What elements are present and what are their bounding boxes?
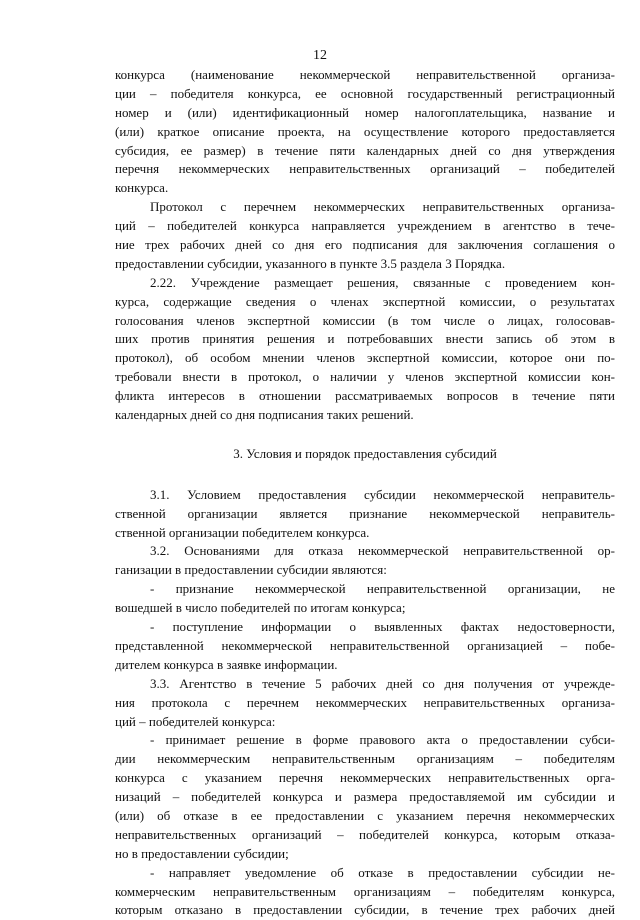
text-line: низаций – победителей конкурса и размера предоставляемой им субсидии и [115,789,615,805]
text-line: ния протокола с перечнем некоммерческих неправительственных организа- [115,694,615,710]
text-line: курса, содержащие сведения о членах экспертной комиссии, о результатах [115,293,615,309]
text-line: вошедшей в число победителей по итогам конкурса; [115,600,406,616]
text-block-top [115,66,615,425]
text-line: протокол), об особом мнении членов экспертной комиссии, которое они по- [115,350,615,366]
text-line: 3.1. Условием предоставления субсидии некоммерческой неправитель- [150,486,615,502]
text-line: дителем конкурса в заявке информации. [115,656,338,672]
text-line: (или) краткое описание проекта, на осуществление которого предоставляется [115,123,615,139]
text-block-section-3 [115,486,615,920]
text-line: Протокол с перечнем некоммерческих неправительственных организа- [150,199,615,215]
text-line: - принимает решение в форме правового акта о предоставлении субси- [150,732,615,748]
text-line: ственной организации победителем конкурса. [115,524,370,540]
text-line: номер и (или) идентификационный номер налогоплательщика, название и [115,104,615,120]
text-line: конкурса. [115,180,169,196]
text-line: ции – победителя конкурса, ее основной государственный регистрационный [115,85,615,101]
text-line: (или) об отказе в ее предоставлении с указанием перечня некоммерческих [115,807,615,823]
text-line: ганизации в предоставлении субсидии являются: [115,562,387,578]
text-line: - направляет уведомление об отказе в предоставлении субсидии не- [150,864,615,880]
text-line: представленной некоммерческой неправительственной организацией – побе- [115,637,615,653]
text-line: коммерческим неправительственным организациям – победителям конкурса, [115,883,615,899]
text-line: ственной организации является признание некоммерческой неправитель- [115,505,615,521]
text-line: ций – победителей конкурса: [115,713,276,729]
text-line: календарных дней со дня подписания таких решений. [115,407,414,423]
text-line: голосования членов экспертной комиссии (в том числе о лицах, голосовав- [115,312,615,328]
text-line: фликта интересов в отношении рассматриваемых вопросов в течение пяти [115,388,615,404]
text-line: которым отказано в предоставлении субсидии, в течение трех рабочих дней [115,902,615,918]
text-line: дии некоммерческим неправительственным организациям – победителям [115,751,615,767]
text-line: неправительственных организаций – победителей конкурса, которым отказа- [115,826,615,842]
page-number: 12 [313,48,327,63]
text-line: перечня некоммерческих неправительственных организаций – победителей [115,161,615,177]
text-line: предоставлении субсидии, указанного в пункте 3.5 раздела 3 Порядка. [115,255,506,271]
document-body [115,66,615,920]
text-line: 2.22. Учреждение размещает решения, связанные с проведением кон- [150,274,615,290]
text-line: 3.3. Агентство в течение 5 рабочих дней со дня получения от учрежде- [150,675,615,691]
text-line: ших против принятия решения и потребовавших внести запись об этом в [115,331,615,347]
text-line: требовали внести в протокол, о наличии у членов экспертной комиссии кон- [115,369,615,385]
text-line: но в предоставлении субсидии; [115,845,289,861]
text-line: конкурса (наименование некоммерческой неправительственной организа- [115,67,615,82]
text-line: ние трех рабочих дней со дня его подписания для заключения соглашения о [115,237,615,253]
text-line: - признание некоммерческой неправительственной организации, не [150,581,615,597]
text-line: 3.2. Основаниями для отказа некоммерческой неправительственной ор- [150,543,615,559]
text-line: субсидия, ее размер) в течение пяти календарных дней со дня утверждения [115,142,615,158]
text-line: - поступление информации о выявленных фактах недостоверности, [150,619,615,635]
section-heading: 3. Условия и порядок предоставления субсидий [233,445,497,461]
text-line: ций – победителей конкурса направляется учреждением в агентство в тече- [115,218,615,234]
text-line: конкурса с указанием перечня некоммерческих неправительственных орга- [115,770,615,786]
